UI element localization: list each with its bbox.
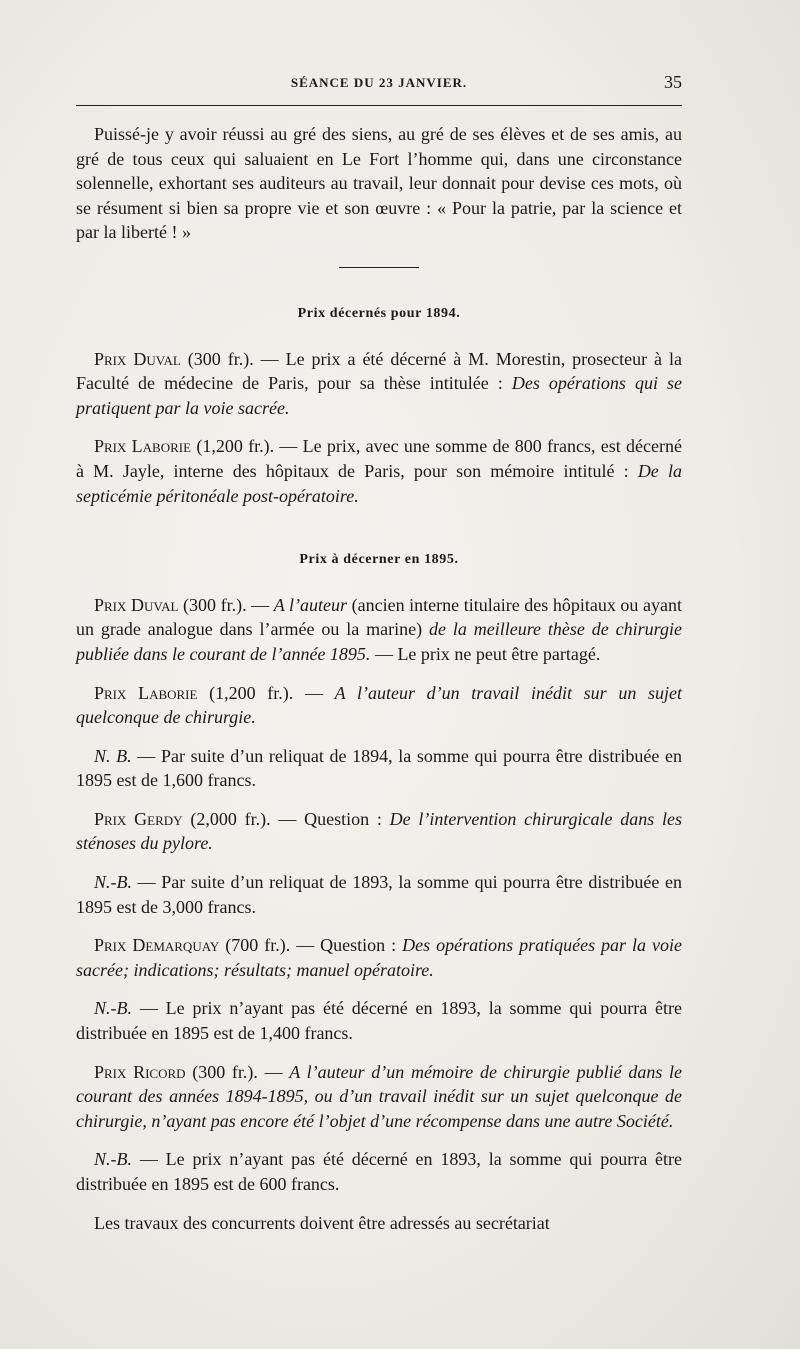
paragraph-note-4 [76, 1147, 682, 1196]
thesis-title: Des opérations qui se pratiquent par la voie sacrée. [76, 373, 682, 418]
prize-name: Prix Laborie [94, 682, 198, 703]
italic-text: de la meilleure thèse de chirurgie publiée dans le courant de l’année 1895. [76, 619, 683, 664]
italic-text: A l’auteur d’un travail inédit sur un sujet quelconque de chirurgie. [76, 682, 682, 728]
section-divider [339, 267, 419, 268]
paragraph-prix-gerdy [76, 807, 682, 856]
italic-text: A l’auteur d’un mémoire de chirurgie publié dans le courant des années 1894-1895, ou d’un travail inédit sur un sujet quelconque de chirurgie, n’ayant pas encore été l’objet d’une récompense dans une autre Société. [76, 1061, 682, 1131]
running-title: SÉANCE DU 23 JANVIER. [290, 75, 468, 90]
paragraph-prix-duval-1894 [76, 347, 682, 421]
paragraph-prix-duval-1895 [76, 593, 682, 667]
header-rule [76, 105, 682, 106]
paragraph-text: (1,200 fr.). — Le prix, avec une somme de 800 francs, est décerné à M. Jayle, interne des hôpitaux de Paris, pour son mémoire intitulé : [76, 436, 682, 481]
paragraph-text: (700 fr.). — Question : [219, 935, 403, 956]
paragraph-text: — Le prix ne peut être partagé. [370, 643, 601, 664]
paragraph-text: (1,200 fr.). — [197, 682, 335, 703]
paragraph-note-2 [76, 870, 682, 919]
paragraph-text: (300 fr.). — [185, 1061, 290, 1082]
note-label: N.-B. [94, 998, 132, 1019]
paragraph-text: — Par suite d’un reliquat de 1894, la somme qui pourra être distribuée en 1895 est de 1,600 francs. [76, 745, 682, 791]
memoir-title: De la septicémie péritonéale post-opératoire. [76, 460, 682, 506]
prize-name: Prix Ricord [94, 1061, 186, 1082]
page-number: 35 [664, 72, 682, 92]
section-heading-1895: Prix à décerner en 1895. [299, 552, 459, 568]
paragraph-text: (2,000 fr.). — Question : [182, 808, 390, 829]
page-body [76, 122, 682, 1235]
italic-text: Des opérations pratiquées par la voie sacrée; indications; résultats; manuel opératoire. [76, 935, 682, 980]
paragraph-text: — Par suite d’un reliquat de 1893, la somme qui pourra être distribuée en 1895 est de 3,000 francs. [76, 872, 682, 917]
italic-text: De l’intervention chirurgicale dans les sténoses du pylore. [76, 808, 682, 854]
paragraph-text: (ancien interne titulaire des hôpitaux ou ayant un grade analogue dans l’armée ou la marine) [76, 594, 683, 640]
paragraph-note-1 [76, 744, 682, 793]
prize-name: Prix Gerdy [94, 808, 183, 829]
page-header [76, 72, 682, 99]
paragraph-prix-ricord [76, 1060, 682, 1134]
italic-text: A l’auteur [273, 594, 348, 615]
prize-name: Prix Demarquay [94, 935, 220, 956]
note-label: N. B. [94, 745, 132, 766]
note-label: N.-B. [94, 1149, 132, 1170]
section-heading-1894: Prix décernés pour 1894. [297, 305, 461, 321]
paragraph-text: — Le prix n’ayant pas été décerné en 1893, la somme qui pourra être distribuée en 1895 est de 600 francs. [76, 1149, 682, 1194]
paragraph-text: (300 fr.). — [178, 594, 274, 615]
paragraph-prix-demarquay [76, 933, 682, 982]
prize-name: Prix Duval [94, 594, 179, 615]
paragraph-final: Les travaux des concurrents doivent être adressés au secrétariat [94, 1212, 550, 1233]
paragraph-prix-laborie-1894 [76, 434, 682, 508]
intro-paragraph: Puissé-je y avoir réussi au gré des siens, au gré de ses élèves et de ses amis, au gré de tous ceux qui saluaient en Le Fort l’homme qui, dans une circonstance solennelle, exhortant ses auditeurs au travail, leur donnait pour devise ces mots, où se résument si bien sa propre vie et son œuvre : « Pour la patrie, par la science et par la liberté ! » [76, 124, 682, 243]
paragraph-text: (300 fr.). — Le prix a été décerné à M. Morestin, prosecteur à la Faculté de médecine de Paris, pour sa thèse intitulée : [76, 348, 682, 394]
prize-name: Prix Laborie [94, 436, 192, 457]
prize-name: Prix Duval [94, 348, 181, 369]
note-label: N.-B. [94, 872, 132, 893]
paragraph-prix-laborie-1895 [76, 681, 682, 730]
paragraph-note-3 [76, 996, 682, 1045]
paragraph-text: — Le prix n’ayant pas été décerné en 1893, la somme qui pourra être distribuée en 1895 est de 1,400 francs. [76, 998, 682, 1044]
